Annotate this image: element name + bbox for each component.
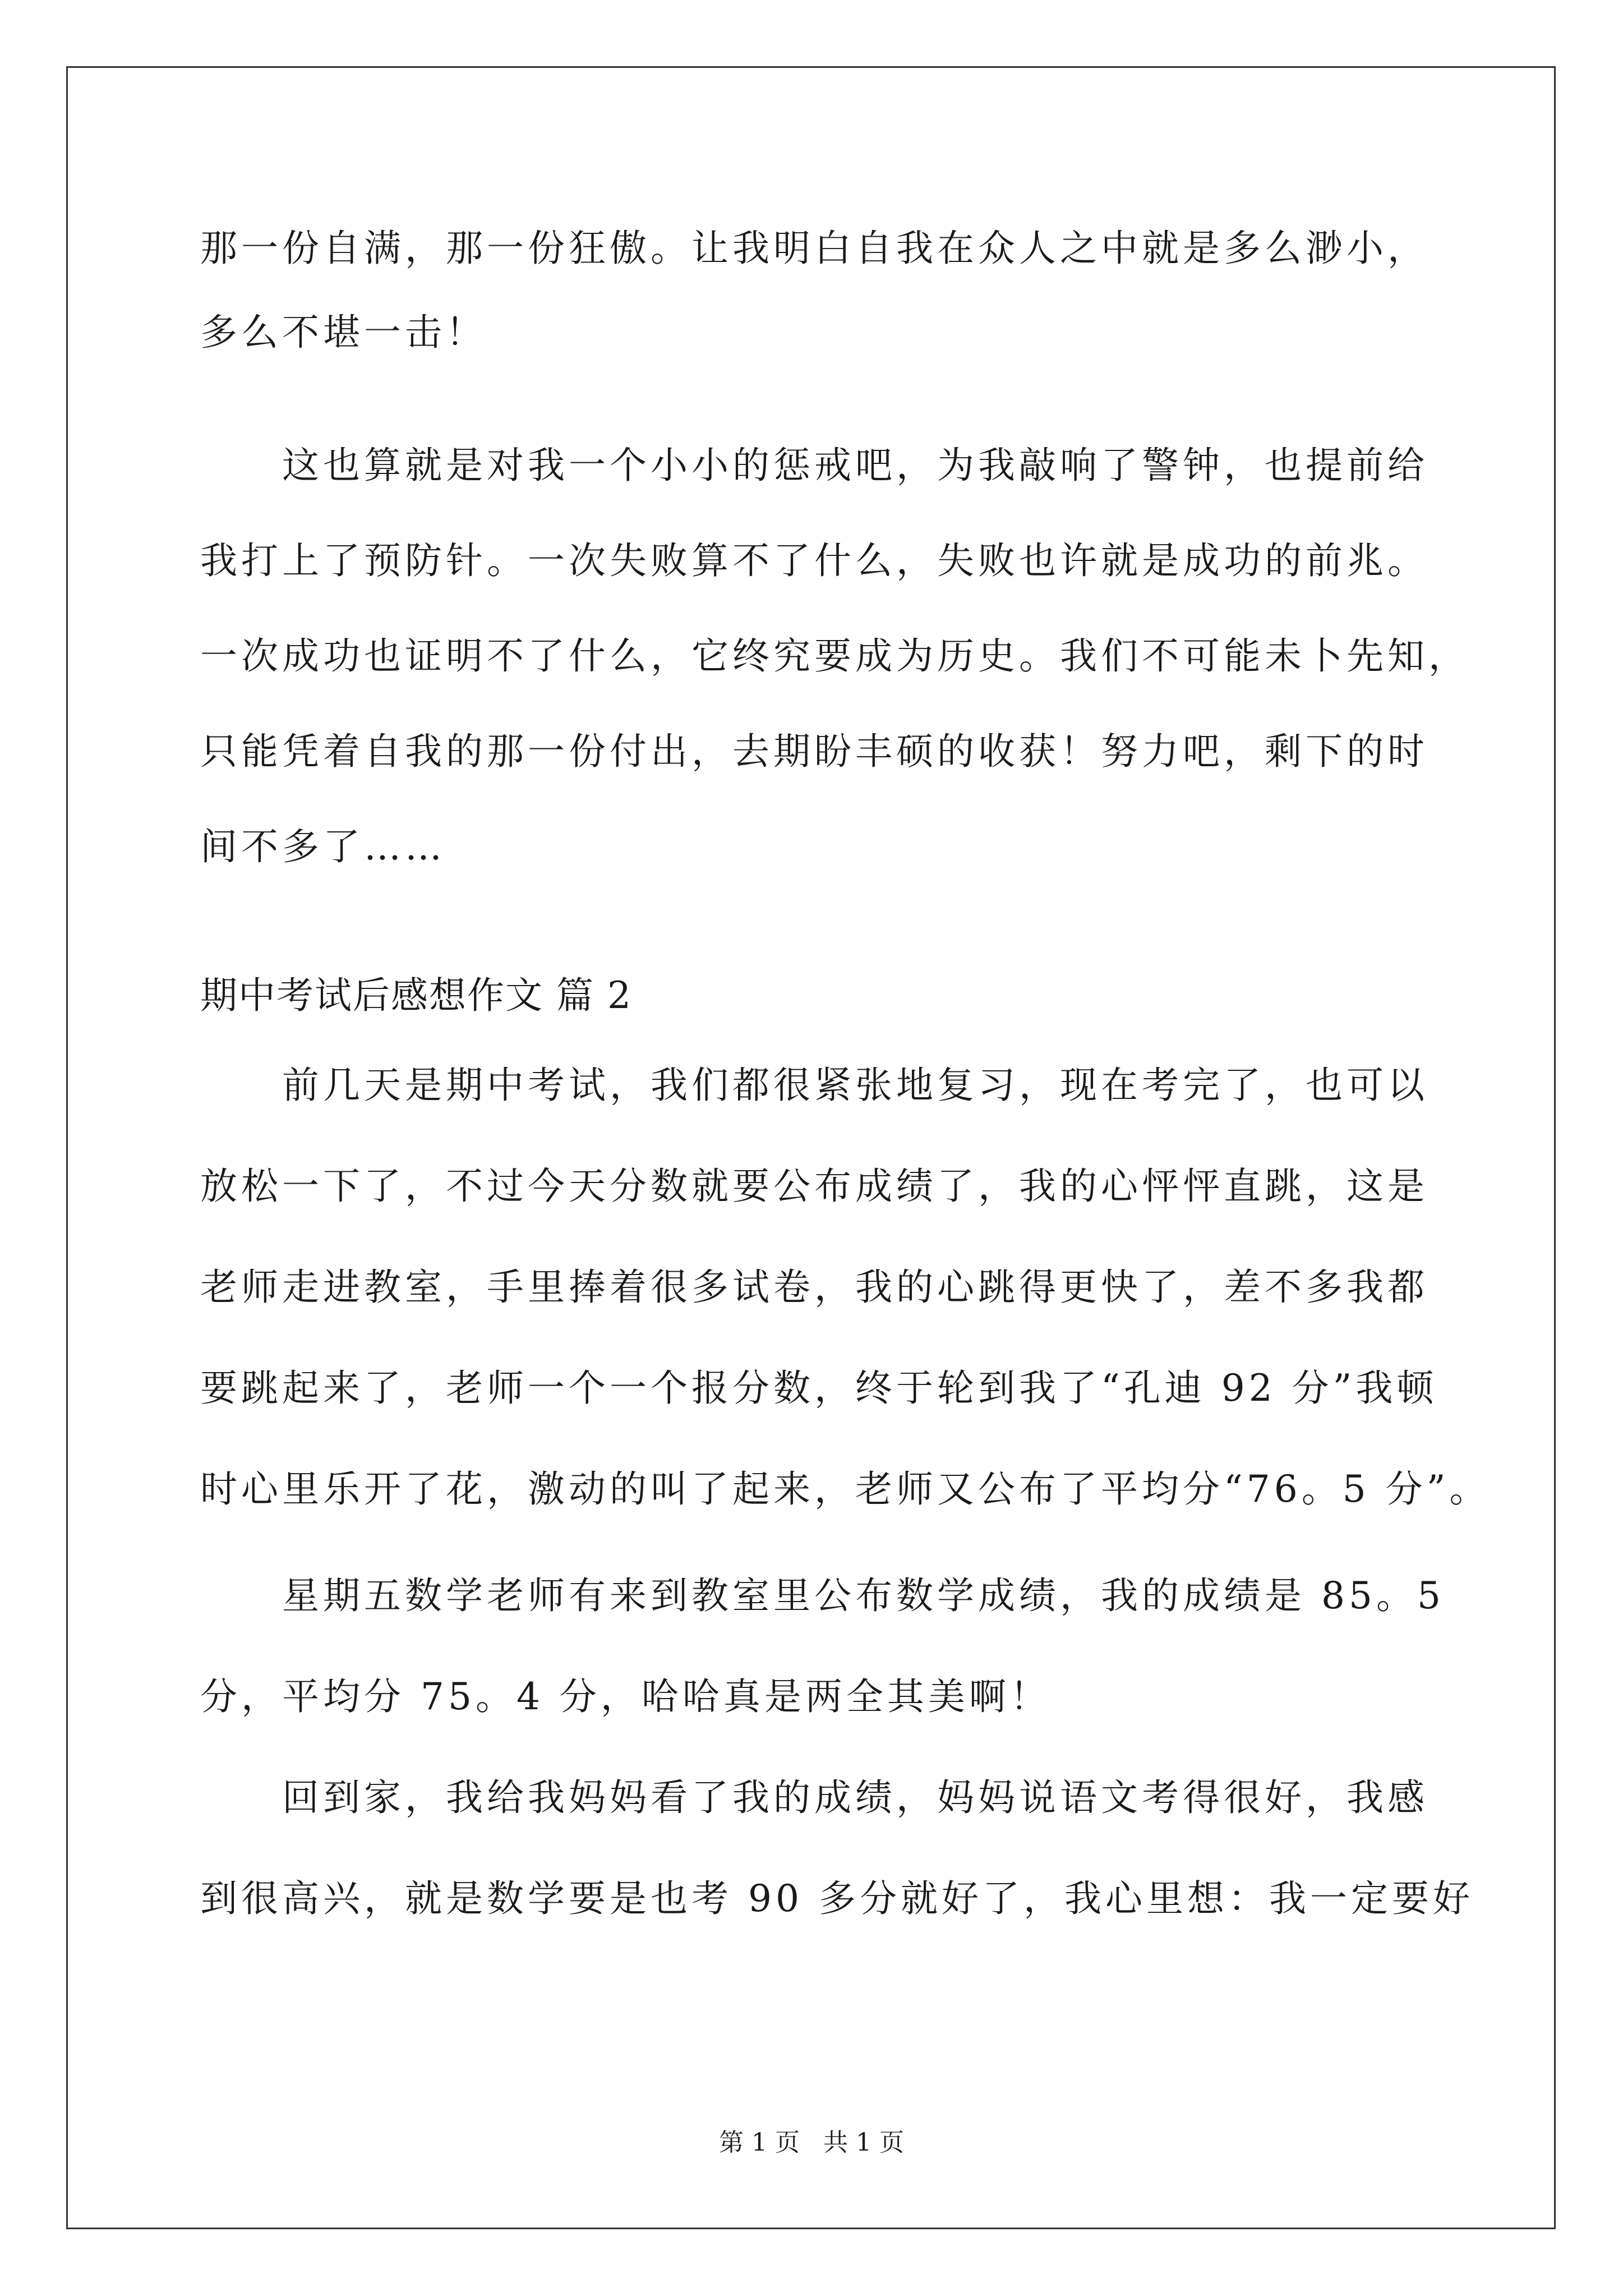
paragraph-line: 放松一下了，不过今天分数就要公布成绩了，我的心怦怦直跳，这是 [200, 1165, 1428, 1208]
paragraph-line: 到很高兴，就是数学要是也考 90 多分就好了，我心里想：我一定要好 [200, 1877, 1474, 1920]
paragraph-line: 我打上了预防针。一次失败算不了什么，失败也许就是成功的前兆。 [200, 539, 1428, 582]
paragraph-line: 要跳起来了，老师一个一个报分数，终于轮到我了“孔迪 92 分”我顿 [200, 1366, 1438, 1410]
page-footer: 第 1 页 共 1 页 [719, 2128, 904, 2157]
paragraph-line: 间不多了…… [200, 825, 446, 868]
paragraph-line: 这也算就是对我一个小小的惩戒吧，为我敲响了警钟，也提前给 [282, 444, 1428, 487]
paragraph-line: 分，平均分 75。4 分，哈哈真是两全其美啊！ [200, 1675, 1051, 1718]
paragraph-line: 老师走进教室，手里捧着很多试卷，我的心跳得更快了，差不多我都 [200, 1266, 1428, 1309]
paragraph-line: 回到家，我给我妈妈看了我的成绩，妈妈说语文考得很好，我感 [282, 1776, 1428, 1819]
paragraph-line: 那一份自满，那一份狂傲。让我明白自我在众人之中就是多么渺小， [200, 227, 1428, 270]
paragraph-line: 只能凭着自我的那一份付出，去期盼丰硕的收获！努力吧，剩下的时 [200, 730, 1428, 773]
section-heading: 期中考试后感想作文 篇 2 [200, 974, 632, 1017]
paragraph-line: 前几天是期中考试，我们都很紧张地复习，现在考完了，也可以 [282, 1064, 1428, 1107]
paragraph-line: 一次成功也证明不了什么，它终究要成为历史。我们不可能未卜先知， [200, 634, 1469, 678]
paragraph-line: 星期五数学老师有来到教室里公布数学成绩，我的成绩是 85。5 [282, 1574, 1445, 1617]
paragraph-line: 多么不堪一击！ [200, 311, 487, 354]
paragraph-line: 时心里乐开了花，激动的叫了起来，老师又公布了平均分“76。5 分”。 [200, 1467, 1491, 1511]
